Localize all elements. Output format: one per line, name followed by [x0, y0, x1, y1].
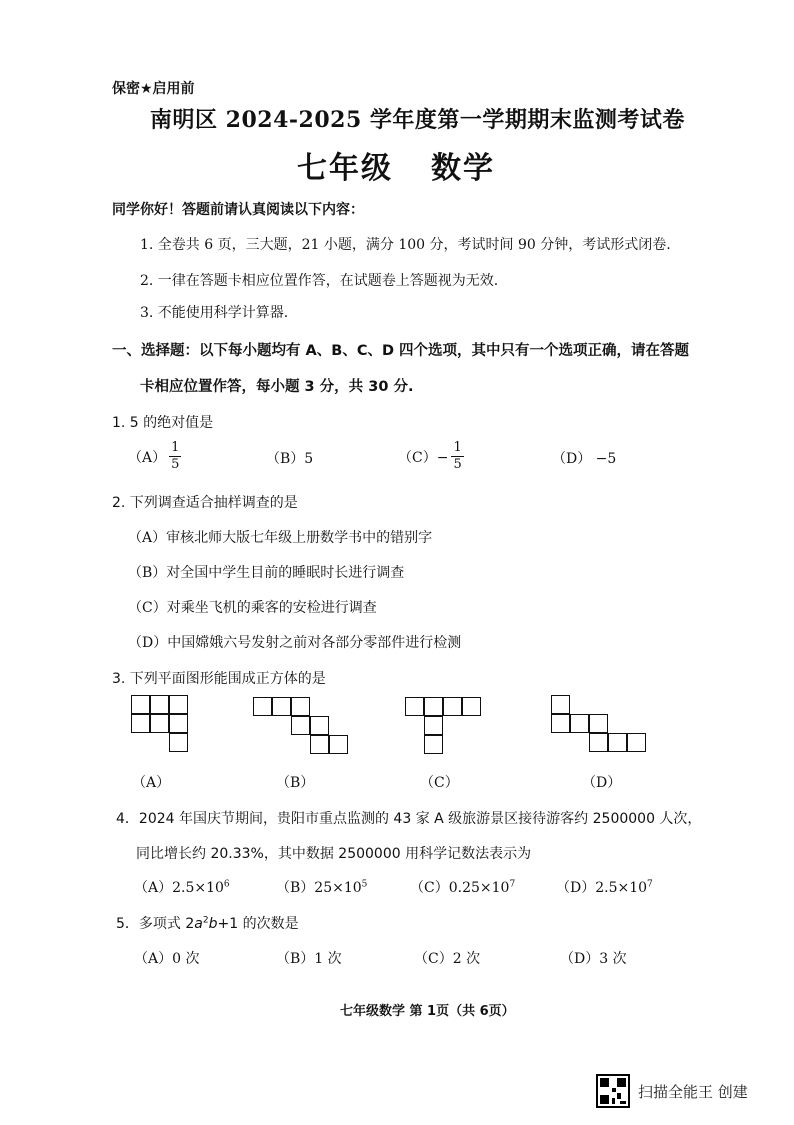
fraction-numerator: 1 [453, 440, 462, 455]
q2-option-a: （A）审核北师大版七年级上册数学书中的错别字 [128, 530, 433, 546]
instructions-greeting: 同学你好！答题前请认真阅读以下内容： [112, 202, 364, 218]
section1-heading-line1: 一、选择题：以下每小题均有 A、B、C、D 四个选项，其中只有一个选项正确，请在答题 [112, 343, 690, 359]
q1-option-c [398, 440, 464, 473]
q5-var-b: b [208, 916, 218, 932]
q1-option-d: （D） −5 [552, 451, 617, 467]
q5-stem-post: +1 的次数是 [217, 916, 299, 932]
instruction-item-2: 2. 一律在答题卡相应位置作答，在试题卷上答题视为无效. [140, 273, 499, 289]
q1-option-a-label: （A） [128, 449, 167, 466]
q4-option-b [276, 877, 367, 897]
q5-option-a: （A）0 次 [134, 951, 200, 967]
section1-heading-line2: 卡相应位置作答，每小题 3 分，共 30 分. [140, 379, 414, 395]
q5-stem-pre: 5．多项式 2 [116, 916, 195, 932]
q1-option-c-label: （C）− [398, 449, 449, 466]
fraction-numerator: 1 [171, 440, 180, 455]
q4-option-d [556, 877, 653, 897]
exam-title: 南明区 2024-2025 学年度第一学期期末监测考试卷 [150, 107, 685, 133]
q5-option-c: （C）2 次 [414, 951, 481, 967]
subtitle-subject: 数学 [431, 151, 495, 186]
q2-option-d: （D）中国嫦娥六号发射之前对各部分零部件进行检测 [128, 635, 462, 651]
q4-option-a-base: （A）2.5×10 [134, 880, 224, 896]
q4-option-c-base: （C）0.25×10 [410, 880, 510, 896]
q5-stem [116, 913, 299, 933]
subtitle-grade: 七年级 [297, 151, 393, 186]
q4-option-a-exponent: 6 [223, 879, 230, 890]
q4-stem-line1: 4．2024 年国庆节期间，贵阳市重点监测的 43 家 A 级旅游景区接待游客约 2500000 人次， [116, 811, 702, 827]
confidential-label: 保密★启用前 [112, 81, 195, 97]
q4-option-c-exponent: 7 [509, 879, 516, 890]
q3-label-b: （B） [276, 775, 315, 791]
q5-var-a: a [194, 916, 203, 932]
q4-option-a [134, 877, 230, 897]
q1-option-a [128, 440, 181, 473]
q4-option-d-exponent: 7 [647, 879, 653, 890]
q4-stem-line2: 同比增长约 20.33%，其中数据 2500000 用科学记数法表示为 [136, 846, 532, 862]
q5-exponent: 2 [202, 915, 209, 926]
page-footer: 七年级数学 第 1页（共 6页） [340, 1004, 515, 1019]
q2-option-b: （B）对全国中学生目前的睡眠时长进行调查 [128, 565, 405, 581]
q4-option-b-base: （B）25×10 [276, 880, 362, 896]
q2-stem: 2. 下列调查适合抽样调查的是 [112, 495, 298, 511]
q2-option-c: （C）对乘坐飞机的乘客的安检进行调查 [128, 600, 377, 616]
q5-option-d: （D）3 次 [560, 951, 627, 967]
qr-code-icon [596, 1074, 630, 1108]
instruction-item-3: 3. 不能使用科学计算器. [140, 305, 289, 321]
q1-stem: 1. 5 的绝对值是 [112, 415, 214, 431]
q1-option-a-fraction [169, 440, 181, 473]
q3-label-d: （D） [582, 775, 622, 791]
q3-label-a: （A） [132, 775, 171, 791]
fraction-denominator: 5 [453, 457, 462, 472]
q5-option-b: （B）1 次 [276, 951, 342, 967]
q4-option-b-exponent: 5 [361, 879, 368, 890]
q1-option-c-fraction [451, 440, 463, 473]
q3-label-c: （C） [420, 775, 459, 791]
exam-subtitle [297, 143, 495, 187]
fraction-denominator: 5 [171, 457, 180, 472]
instruction-item-1: 1. 全卷共 6 页，三大题，21 小题，满分 100 分，考试时间 90 分钟，考试形式闭卷. [140, 237, 671, 253]
q1-option-b: （B）5 [266, 451, 314, 467]
q3-stem: 3. 下列平面图形能围成正方体的是 [112, 671, 326, 687]
q4-option-c [410, 877, 515, 897]
q4-option-d-base: （D）2.5×10 [556, 880, 648, 896]
scanner-watermark [596, 1074, 748, 1108]
scanner-watermark-text: 扫描全能王 创建 [638, 1082, 748, 1101]
